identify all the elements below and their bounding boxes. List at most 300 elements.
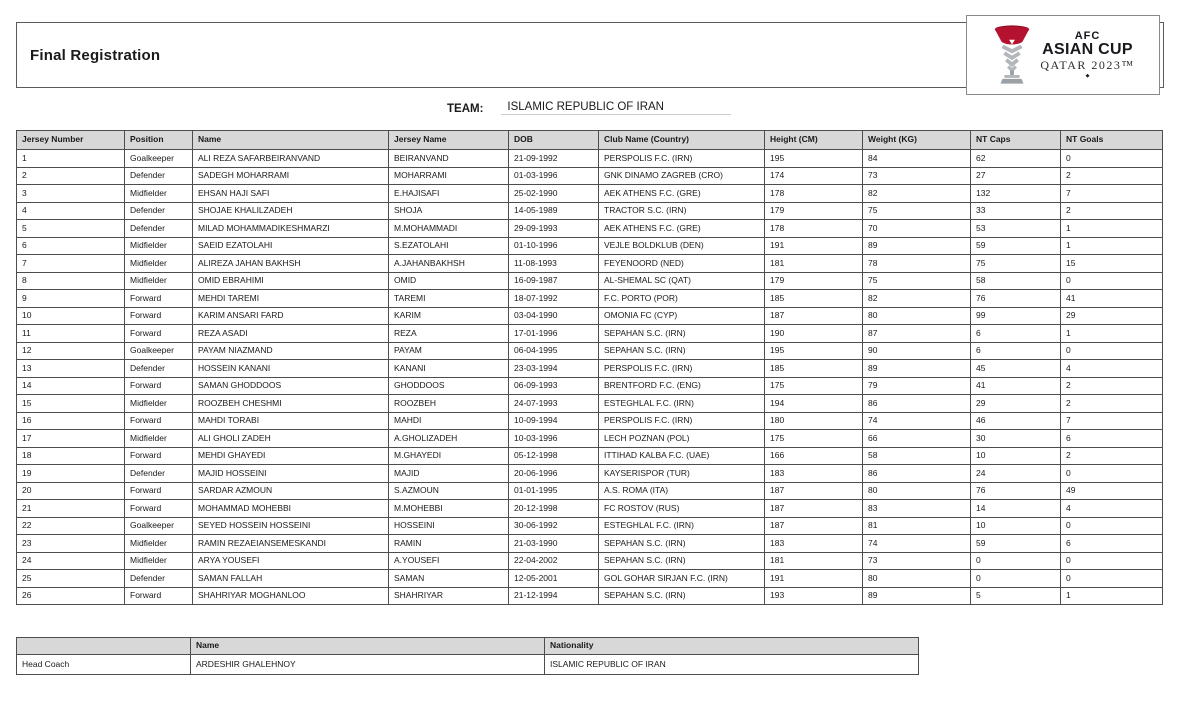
table-cell: 21 xyxy=(17,500,125,518)
table-cell: 2 xyxy=(1061,395,1163,413)
table-cell: 22 xyxy=(17,517,125,535)
table-row xyxy=(17,552,1163,570)
table-cell: ESTEGHLAL F.C. (IRN) xyxy=(599,517,765,535)
table-cell: A.YOUSEFI xyxy=(389,552,509,570)
table-cell: PAYAM NIAZMAND xyxy=(193,342,389,360)
table-cell: 5 xyxy=(971,587,1061,605)
table-cell: 73 xyxy=(863,167,971,185)
table-cell: 11-08-1993 xyxy=(509,255,599,273)
table-cell: 26 xyxy=(17,587,125,605)
table-cell: 89 xyxy=(863,587,971,605)
table-cell: 80 xyxy=(863,307,971,325)
table-cell: 21-03-1990 xyxy=(509,535,599,553)
table-row xyxy=(17,342,1163,360)
table-cell: S.AZMOUN xyxy=(389,482,509,500)
table-cell: Defender xyxy=(125,202,193,220)
table-cell: 59 xyxy=(971,237,1061,255)
column-header: Name xyxy=(191,638,545,655)
staff-header-row xyxy=(17,638,919,655)
table-cell: AEK ATHENS F.C. (GRE) xyxy=(599,220,765,238)
team-label: TEAM: xyxy=(447,103,484,115)
table-cell: Midfielder xyxy=(125,535,193,553)
table-cell: SEPAHAN S.C. (IRN) xyxy=(599,535,765,553)
table-cell: 187 xyxy=(765,517,863,535)
table-cell: 86 xyxy=(863,395,971,413)
table-cell: 75 xyxy=(863,202,971,220)
table-cell: ALIREZA JAHAN BAKHSH xyxy=(193,255,389,273)
table-cell: 195 xyxy=(765,150,863,168)
table-cell: 183 xyxy=(765,535,863,553)
table-cell: 0 xyxy=(1061,570,1163,588)
table-cell: Defender xyxy=(125,570,193,588)
table-row xyxy=(17,290,1163,308)
table-cell: FC ROSTOV (RUS) xyxy=(599,500,765,518)
table-cell: 01-01-1995 xyxy=(509,482,599,500)
table-cell: 25 xyxy=(17,570,125,588)
table-cell: SHAHRIYAR xyxy=(389,587,509,605)
table-cell: 81 xyxy=(863,517,971,535)
table-cell: AL-SHEMAL SC (QAT) xyxy=(599,272,765,290)
table-cell: Defender xyxy=(125,465,193,483)
table-cell: 70 xyxy=(863,220,971,238)
table-cell: 74 xyxy=(863,412,971,430)
table-cell: 58 xyxy=(863,447,971,465)
players-table xyxy=(16,130,1163,605)
table-cell: 10 xyxy=(971,517,1061,535)
table-cell: 2 xyxy=(17,167,125,185)
table-cell: 178 xyxy=(765,185,863,203)
table-cell: 2 xyxy=(1061,202,1163,220)
table-cell: REZA xyxy=(389,325,509,343)
team-row xyxy=(447,101,731,115)
table-cell: OMID xyxy=(389,272,509,290)
table-row xyxy=(17,255,1163,273)
table-cell: 27 xyxy=(971,167,1061,185)
table-row xyxy=(17,167,1163,185)
table-cell: 17 xyxy=(17,430,125,448)
table-cell: SEPAHAN S.C. (IRN) xyxy=(599,587,765,605)
table-cell: 175 xyxy=(765,377,863,395)
table-cell: 0 xyxy=(1061,342,1163,360)
table-cell: ESTEGHLAL F.C. (IRN) xyxy=(599,395,765,413)
table-cell: Defender xyxy=(125,220,193,238)
table-cell: 24 xyxy=(17,552,125,570)
table-cell: 20-12-1998 xyxy=(509,500,599,518)
table-cell: 99 xyxy=(971,307,1061,325)
table-cell: 7 xyxy=(1061,185,1163,203)
table-cell: 20 xyxy=(17,482,125,500)
table-cell: Forward xyxy=(125,447,193,465)
table-cell: 0 xyxy=(1061,150,1163,168)
table-cell: 73 xyxy=(863,552,971,570)
logo-text xyxy=(1040,31,1134,79)
column-header: Jersey Number xyxy=(17,131,125,150)
table-cell: 2 xyxy=(1061,447,1163,465)
column-header: NT Goals xyxy=(1061,131,1163,150)
table-cell: 180 xyxy=(765,412,863,430)
table-row xyxy=(17,655,919,675)
table-cell: SAMAN xyxy=(389,570,509,588)
table-cell: M.MOHAMMADI xyxy=(389,220,509,238)
table-cell: Forward xyxy=(125,587,193,605)
table-row xyxy=(17,395,1163,413)
table-cell: 14-05-1989 xyxy=(509,202,599,220)
table-cell: MEHDI GHAYEDI xyxy=(193,447,389,465)
table-cell: 79 xyxy=(863,377,971,395)
table-row xyxy=(17,360,1163,378)
table-cell: 59 xyxy=(971,535,1061,553)
table-cell: 21-09-1992 xyxy=(509,150,599,168)
table-cell: 187 xyxy=(765,307,863,325)
table-cell: 19 xyxy=(17,465,125,483)
team-value: ISLAMIC REPUBLIC OF IRAN xyxy=(501,101,731,115)
table-cell: 86 xyxy=(863,465,971,483)
table-cell: 10 xyxy=(17,307,125,325)
table-row xyxy=(17,517,1163,535)
table-cell: 4 xyxy=(1061,360,1163,378)
players-header-row xyxy=(17,131,1163,150)
table-cell: Defender xyxy=(125,167,193,185)
table-row xyxy=(17,150,1163,168)
table-cell: 49 xyxy=(1061,482,1163,500)
table-row xyxy=(17,482,1163,500)
column-header: Club Name (Country) xyxy=(599,131,765,150)
column-header: Jersey Name xyxy=(389,131,509,150)
table-cell: 8 xyxy=(17,272,125,290)
table-cell: 76 xyxy=(971,290,1061,308)
column-header: DOB xyxy=(509,131,599,150)
table-cell: 03-04-1990 xyxy=(509,307,599,325)
table-cell: 15 xyxy=(1061,255,1163,273)
table-cell: 1 xyxy=(1061,220,1163,238)
table-cell: 183 xyxy=(765,465,863,483)
table-cell: 01-03-1996 xyxy=(509,167,599,185)
table-cell: 25-02-1990 xyxy=(509,185,599,203)
table-cell: ISLAMIC REPUBLIC OF IRAN xyxy=(545,655,919,675)
table-row xyxy=(17,220,1163,238)
table-cell: 16-09-1987 xyxy=(509,272,599,290)
table-cell: Forward xyxy=(125,412,193,430)
table-cell: 179 xyxy=(765,272,863,290)
table-cell: 90 xyxy=(863,342,971,360)
table-cell: Forward xyxy=(125,482,193,500)
table-cell: 2 xyxy=(1061,377,1163,395)
table-cell: ARYA YOUSEFI xyxy=(193,552,389,570)
table-cell: HOSSEIN KANANI xyxy=(193,360,389,378)
table-cell: Forward xyxy=(125,290,193,308)
table-cell: 174 xyxy=(765,167,863,185)
table-cell: 185 xyxy=(765,290,863,308)
table-cell: MOHARRAMI xyxy=(389,167,509,185)
table-cell: 0 xyxy=(1061,552,1163,570)
table-cell: 74 xyxy=(863,535,971,553)
table-row xyxy=(17,377,1163,395)
table-row xyxy=(17,307,1163,325)
table-cell: 0 xyxy=(971,552,1061,570)
table-cell: 4 xyxy=(1061,500,1163,518)
table-cell: AEK ATHENS F.C. (GRE) xyxy=(599,185,765,203)
table-cell: 30 xyxy=(971,430,1061,448)
table-cell: 41 xyxy=(1061,290,1163,308)
table-cell: 89 xyxy=(863,360,971,378)
table-cell: 29-09-1993 xyxy=(509,220,599,238)
table-cell: M.MOHEBBI xyxy=(389,500,509,518)
table-cell: 82 xyxy=(863,185,971,203)
table-cell: M.GHAYEDI xyxy=(389,447,509,465)
table-cell: 14 xyxy=(971,500,1061,518)
table-cell: 87 xyxy=(863,325,971,343)
table-cell: Goalkeeper xyxy=(125,150,193,168)
table-cell: 195 xyxy=(765,342,863,360)
table-cell: 0 xyxy=(1061,465,1163,483)
table-cell: 187 xyxy=(765,500,863,518)
table-cell: 41 xyxy=(971,377,1061,395)
table-cell: 166 xyxy=(765,447,863,465)
table-cell: TRACTOR S.C. (IRN) xyxy=(599,202,765,220)
table-cell: Forward xyxy=(125,377,193,395)
table-cell: 66 xyxy=(863,430,971,448)
table-cell: 17-01-1996 xyxy=(509,325,599,343)
table-row xyxy=(17,535,1163,553)
table-cell: ROOZBEH CHESHMI xyxy=(193,395,389,413)
table-cell: OMID EBRAHIMI xyxy=(193,272,389,290)
page-title: Final Registration xyxy=(30,46,161,64)
table-cell: 29 xyxy=(971,395,1061,413)
table-cell: KAYSERISPOR (TUR) xyxy=(599,465,765,483)
table-cell: 7 xyxy=(17,255,125,273)
table-row xyxy=(17,500,1163,518)
table-cell: 11 xyxy=(17,325,125,343)
table-cell: 6 xyxy=(1061,430,1163,448)
table-cell: SHOJAE KHALILZADEH xyxy=(193,202,389,220)
table-row xyxy=(17,447,1163,465)
table-cell: 29 xyxy=(1061,307,1163,325)
column-header: Height (CM) xyxy=(765,131,863,150)
table-cell: 18 xyxy=(17,447,125,465)
table-cell: ROOZBEH xyxy=(389,395,509,413)
table-cell: 6 xyxy=(17,237,125,255)
table-cell: 24 xyxy=(971,465,1061,483)
table-cell: PERSPOLIS F.C. (IRN) xyxy=(599,360,765,378)
table-cell: 191 xyxy=(765,237,863,255)
table-cell: 6 xyxy=(971,325,1061,343)
table-cell: ALI REZA SAFARBEIRANVAND xyxy=(193,150,389,168)
table-cell: Head Coach xyxy=(17,655,191,675)
table-row xyxy=(17,430,1163,448)
table-cell: PAYAM xyxy=(389,342,509,360)
table-cell: 10-03-1996 xyxy=(509,430,599,448)
table-cell: 33 xyxy=(971,202,1061,220)
table-cell: 30-06-1992 xyxy=(509,517,599,535)
table-cell: 15 xyxy=(17,395,125,413)
table-cell: BEIRANVAND xyxy=(389,150,509,168)
table-cell: 12 xyxy=(17,342,125,360)
table-cell: ARDESHIR GHALEHNOY xyxy=(191,655,545,675)
table-row xyxy=(17,185,1163,203)
table-cell: 21-12-1994 xyxy=(509,587,599,605)
table-cell: OMONIA FC (CYP) xyxy=(599,307,765,325)
table-cell: 80 xyxy=(863,482,971,500)
table-cell: A.JAHANBAKHSH xyxy=(389,255,509,273)
column-header: Position xyxy=(125,131,193,150)
table-cell: MOHAMMAD MOHEBBI xyxy=(193,500,389,518)
table-cell: Forward xyxy=(125,325,193,343)
table-cell: Midfielder xyxy=(125,272,193,290)
table-cell: 1 xyxy=(17,150,125,168)
table-row xyxy=(17,202,1163,220)
table-cell: KARIM ANSARI FARD xyxy=(193,307,389,325)
table-cell: 5 xyxy=(17,220,125,238)
table-cell: 0 xyxy=(971,570,1061,588)
table-cell: SADEGH MOHARRAMI xyxy=(193,167,389,185)
table-cell: 193 xyxy=(765,587,863,605)
table-cell: TAREMI xyxy=(389,290,509,308)
table-cell: MAHDI xyxy=(389,412,509,430)
table-cell: SAMAN GHODDOOS xyxy=(193,377,389,395)
table-cell: 20-06-1996 xyxy=(509,465,599,483)
table-cell: 80 xyxy=(863,570,971,588)
table-cell: 78 xyxy=(863,255,971,273)
table-row xyxy=(17,570,1163,588)
table-cell: 9 xyxy=(17,290,125,308)
table-cell: 1 xyxy=(1061,237,1163,255)
table-cell: GNK DINAMO ZAGREB (CRO) xyxy=(599,167,765,185)
table-cell: 0 xyxy=(1061,272,1163,290)
table-row xyxy=(17,587,1163,605)
table-cell: 10 xyxy=(971,447,1061,465)
table-cell: 132 xyxy=(971,185,1061,203)
logo-qatar-2023-label: QATAR 2023™ xyxy=(1040,58,1135,73)
column-header: NT Caps xyxy=(971,131,1061,150)
table-cell: MAHDI TORABI xyxy=(193,412,389,430)
afc-asian-cup-logo xyxy=(966,15,1160,95)
table-cell: 178 xyxy=(765,220,863,238)
column-header: Name xyxy=(193,131,389,150)
table-cell: PERSPOLIS F.C. (IRN) xyxy=(599,150,765,168)
table-cell: MAJID xyxy=(389,465,509,483)
table-cell: Midfielder xyxy=(125,430,193,448)
table-cell: 83 xyxy=(863,500,971,518)
table-cell: Goalkeeper xyxy=(125,342,193,360)
table-cell: 46 xyxy=(971,412,1061,430)
table-cell: SARDAR AZMOUN xyxy=(193,482,389,500)
table-cell: Goalkeeper xyxy=(125,517,193,535)
table-cell: 45 xyxy=(971,360,1061,378)
table-cell: KANANI xyxy=(389,360,509,378)
column-header: Weight (KG) xyxy=(863,131,971,150)
asian-cup-trophy-icon xyxy=(991,24,1033,86)
column-header xyxy=(17,638,191,655)
table-cell: 191 xyxy=(765,570,863,588)
table-cell: SEPAHAN S.C. (IRN) xyxy=(599,325,765,343)
table-cell: Midfielder xyxy=(125,552,193,570)
table-cell: SHAHRIYAR MOGHANLOO xyxy=(193,587,389,605)
table-cell: MAJID HOSSEINI xyxy=(193,465,389,483)
table-cell: 58 xyxy=(971,272,1061,290)
table-cell: 23 xyxy=(17,535,125,553)
table-cell: SAMAN FALLAH xyxy=(193,570,389,588)
table-cell: 0 xyxy=(1061,517,1163,535)
table-cell: 181 xyxy=(765,552,863,570)
players-table-body xyxy=(17,150,1163,605)
table-cell: ALI GHOLI ZADEH xyxy=(193,430,389,448)
table-cell: EHSAN HAJI SAFI xyxy=(193,185,389,203)
table-cell: 76 xyxy=(971,482,1061,500)
table-cell: GHODDOOS xyxy=(389,377,509,395)
table-cell: Defender xyxy=(125,360,193,378)
table-cell: 190 xyxy=(765,325,863,343)
table-cell: F.C. PORTO (POR) xyxy=(599,290,765,308)
table-cell: 3 xyxy=(17,185,125,203)
logo-afc-label: AFC xyxy=(1074,29,1101,42)
table-cell: SHOJA xyxy=(389,202,509,220)
table-cell: GOL GOHAR SIRJAN F.C. (IRN) xyxy=(599,570,765,588)
table-cell: 22-04-2002 xyxy=(509,552,599,570)
table-cell: SAEID EZATOLAHI xyxy=(193,237,389,255)
table-cell: MEHDI TAREMI xyxy=(193,290,389,308)
table-cell: 16 xyxy=(17,412,125,430)
table-row xyxy=(17,412,1163,430)
table-cell: Midfielder xyxy=(125,395,193,413)
table-cell: 175 xyxy=(765,430,863,448)
table-cell: 181 xyxy=(765,255,863,273)
table-row xyxy=(17,272,1163,290)
table-cell: BRENTFORD F.C. (ENG) xyxy=(599,377,765,395)
table-cell: 1 xyxy=(1061,325,1163,343)
table-cell: 24-07-1993 xyxy=(509,395,599,413)
table-cell: 7 xyxy=(1061,412,1163,430)
table-cell: 62 xyxy=(971,150,1061,168)
table-cell: 06-04-1995 xyxy=(509,342,599,360)
table-cell: E.HAJISAFI xyxy=(389,185,509,203)
table-cell: 89 xyxy=(863,237,971,255)
table-cell: 4 xyxy=(17,202,125,220)
table-row xyxy=(17,237,1163,255)
table-row xyxy=(17,325,1163,343)
table-cell: KARIM xyxy=(389,307,509,325)
table-cell: ITTIHAD KALBA F.C. (UAE) xyxy=(599,447,765,465)
staff-table xyxy=(16,637,919,675)
table-cell: 6 xyxy=(1061,535,1163,553)
table-cell: 1 xyxy=(1061,587,1163,605)
table-cell: REZA ASADI xyxy=(193,325,389,343)
table-cell: Midfielder xyxy=(125,255,193,273)
table-cell: 194 xyxy=(765,395,863,413)
logo-asian-cup-label: ASIAN CUP xyxy=(1042,41,1133,59)
table-cell: 53 xyxy=(971,220,1061,238)
table-cell: A.GHOLIZADEH xyxy=(389,430,509,448)
table-cell: LECH POZNAN (POL) xyxy=(599,430,765,448)
logo-diamond-mark: ◆ xyxy=(1085,72,1090,79)
table-cell: SEPAHAN S.C. (IRN) xyxy=(599,552,765,570)
table-cell: 75 xyxy=(971,255,1061,273)
table-cell: S.EZATOLAHI xyxy=(389,237,509,255)
table-cell: 6 xyxy=(971,342,1061,360)
table-cell: 18-07-1992 xyxy=(509,290,599,308)
table-cell: 84 xyxy=(863,150,971,168)
table-cell: SEYED HOSSEIN HOSSEINI xyxy=(193,517,389,535)
table-cell: 14 xyxy=(17,377,125,395)
table-cell: RAMIN xyxy=(389,535,509,553)
table-cell: MILAD MOHAMMADIKESHMARZI xyxy=(193,220,389,238)
table-cell: 06-09-1993 xyxy=(509,377,599,395)
table-cell: FEYENOORD (NED) xyxy=(599,255,765,273)
table-cell: SEPAHAN S.C. (IRN) xyxy=(599,342,765,360)
table-cell: HOSSEINI xyxy=(389,517,509,535)
table-cell: 187 xyxy=(765,482,863,500)
table-cell: A.S. ROMA (ITA) xyxy=(599,482,765,500)
table-cell: 75 xyxy=(863,272,971,290)
